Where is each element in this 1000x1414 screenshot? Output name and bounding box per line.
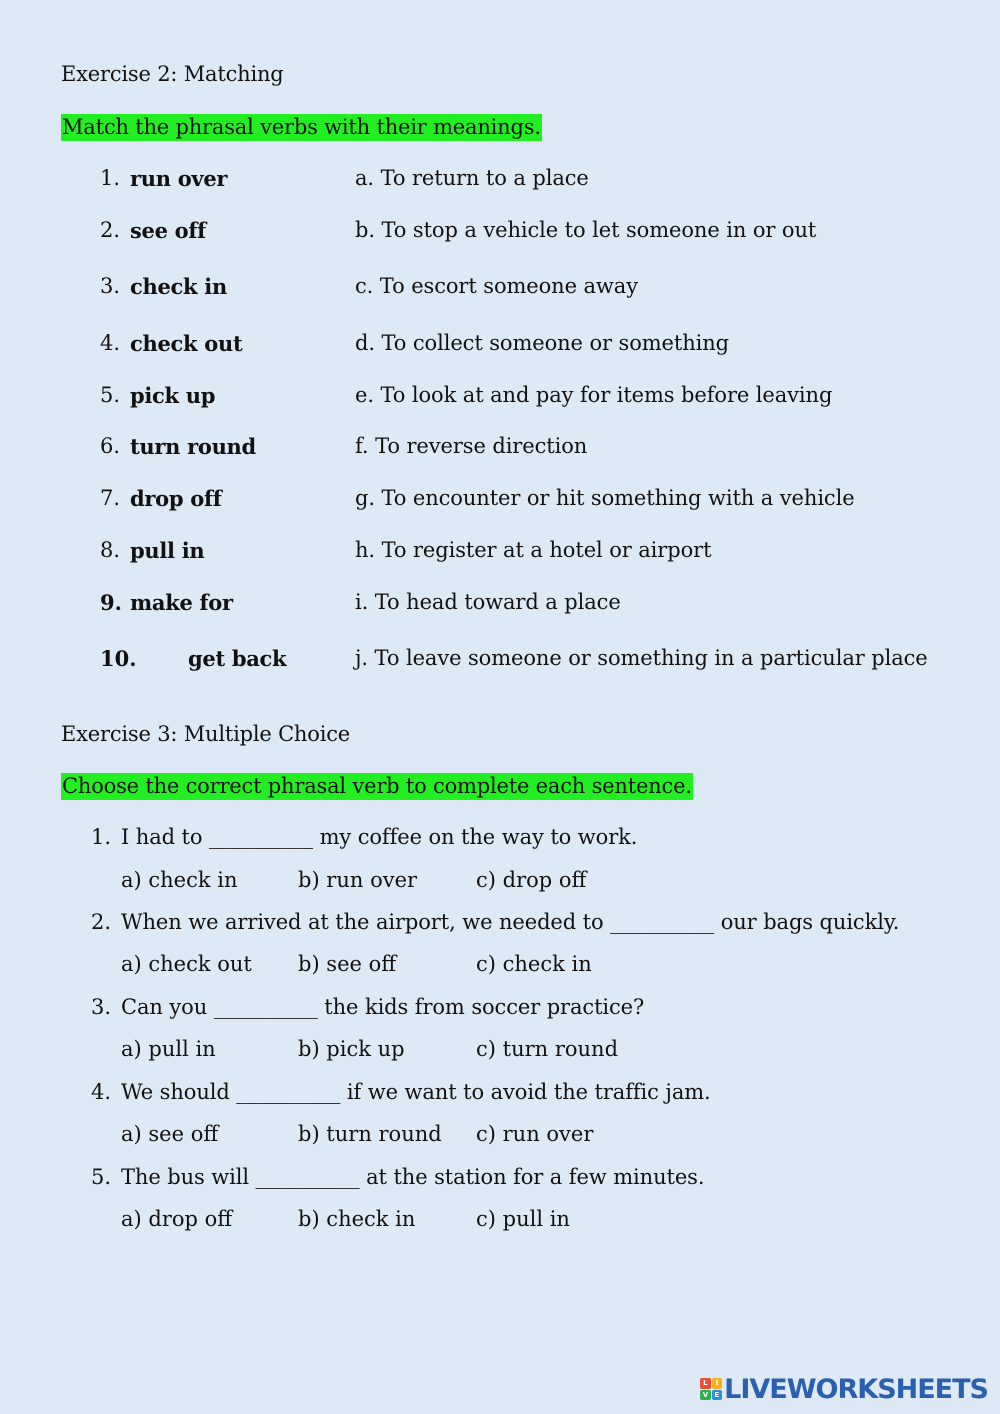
matching-term: pick up [130, 383, 216, 408]
matching-definition: c. To escort someone away [355, 274, 638, 298]
question-number: 3. [91, 995, 112, 1019]
matching-term: see off [130, 218, 206, 243]
option-a[interactable]: a) check out [121, 952, 252, 976]
matching-definition: i. To head toward a place [355, 590, 621, 614]
option-c[interactable]: c) drop off [476, 868, 587, 892]
matching-term: pull in [130, 538, 205, 563]
option-c[interactable]: c) check in [476, 952, 592, 976]
option-a[interactable]: a) see off [121, 1122, 219, 1146]
question-text: When we arrived at the airport, we needed to __________ our bags quickly. [121, 910, 900, 934]
matching-term: turn round [130, 434, 256, 459]
question-text: The bus will __________ at the station for a few minutes. [121, 1165, 705, 1189]
matching-row [0, 538, 1000, 568]
liveworksheets-logo [700, 1372, 988, 1406]
option-c[interactable]: c) turn round [476, 1037, 619, 1061]
matching-definition: e. To look at and pay for items before leaving [355, 383, 833, 407]
matching-term: run over [130, 166, 228, 191]
matching-definition: h. To register at a hotel or airport [355, 538, 712, 562]
matching-number: 6. [100, 434, 121, 458]
matching-number: 7. [100, 486, 121, 510]
matching-row [0, 218, 1000, 248]
option-b[interactable]: b) pick up [298, 1037, 405, 1061]
matching-term: get back [188, 646, 287, 671]
question-number: 4. [91, 1080, 112, 1104]
matching-number: 3. [100, 274, 121, 298]
question-number: 5. [91, 1165, 112, 1189]
matching-term: check out [130, 331, 243, 356]
question-text: We should __________ if we want to avoid the traffic jam. [121, 1080, 711, 1104]
matching-row [0, 383, 1000, 413]
exercise2-instruction: Match the phrasal verbs with their meanings. [62, 115, 541, 139]
matching-definition: f. To reverse direction [355, 434, 588, 458]
matching-row [0, 434, 1000, 464]
option-b[interactable]: b) see off [298, 952, 397, 976]
option-a[interactable]: a) check in [121, 868, 238, 892]
matching-definition: d. To collect someone or something [355, 331, 730, 355]
option-c[interactable]: c) pull in [476, 1207, 570, 1231]
matching-definition: g. To encounter or hit something with a vehicle [355, 486, 855, 510]
question-number: 2. [91, 910, 112, 934]
exercise3-instruction: Choose the correct phrasal verb to complete each sentence. [62, 774, 692, 798]
matching-definition: j. To leave someone or something in a particular place [355, 646, 928, 670]
question-text: Can you __________ the kids from soccer practice? [121, 995, 645, 1019]
option-b[interactable]: b) turn round [298, 1122, 442, 1146]
matching-number: 2. [100, 218, 121, 242]
matching-row [0, 590, 1000, 620]
matching-row [0, 274, 1000, 304]
matching-number: 8. [100, 538, 121, 562]
matching-definition: a. To return to a place [355, 166, 589, 190]
matching-row [0, 646, 1000, 676]
matching-definition: b. To stop a vehicle to let someone in or out [355, 218, 817, 242]
matching-row [0, 166, 1000, 196]
question-number: 1. [91, 825, 112, 849]
option-a[interactable]: a) pull in [121, 1037, 216, 1061]
liveworksheets-logo-icon: L I V E [700, 1378, 722, 1400]
option-b[interactable]: b) run over [298, 868, 418, 892]
question-text: I had to __________ my coffee on the way to work. [121, 825, 638, 849]
matching-term: check in [130, 274, 227, 299]
matching-number: 10. [100, 646, 137, 671]
option-b[interactable]: b) check in [298, 1207, 416, 1231]
matching-number: 5. [100, 383, 121, 407]
matching-row [0, 331, 1000, 361]
exercise3-heading: Exercise 3: Multiple Choice [61, 722, 351, 746]
matching-number: 4. [100, 331, 121, 355]
option-a[interactable]: a) drop off [121, 1207, 233, 1231]
matching-number: 1. [100, 166, 121, 190]
matching-term: make for [130, 590, 233, 615]
matching-term: drop off [130, 486, 222, 511]
matching-number: 9. [100, 590, 122, 615]
logo-text: LIVEWORKSHEETS [724, 1373, 988, 1405]
exercise2-heading: Exercise 2: Matching [61, 62, 284, 86]
option-c[interactable]: c) run over [476, 1122, 594, 1146]
matching-row [0, 486, 1000, 516]
